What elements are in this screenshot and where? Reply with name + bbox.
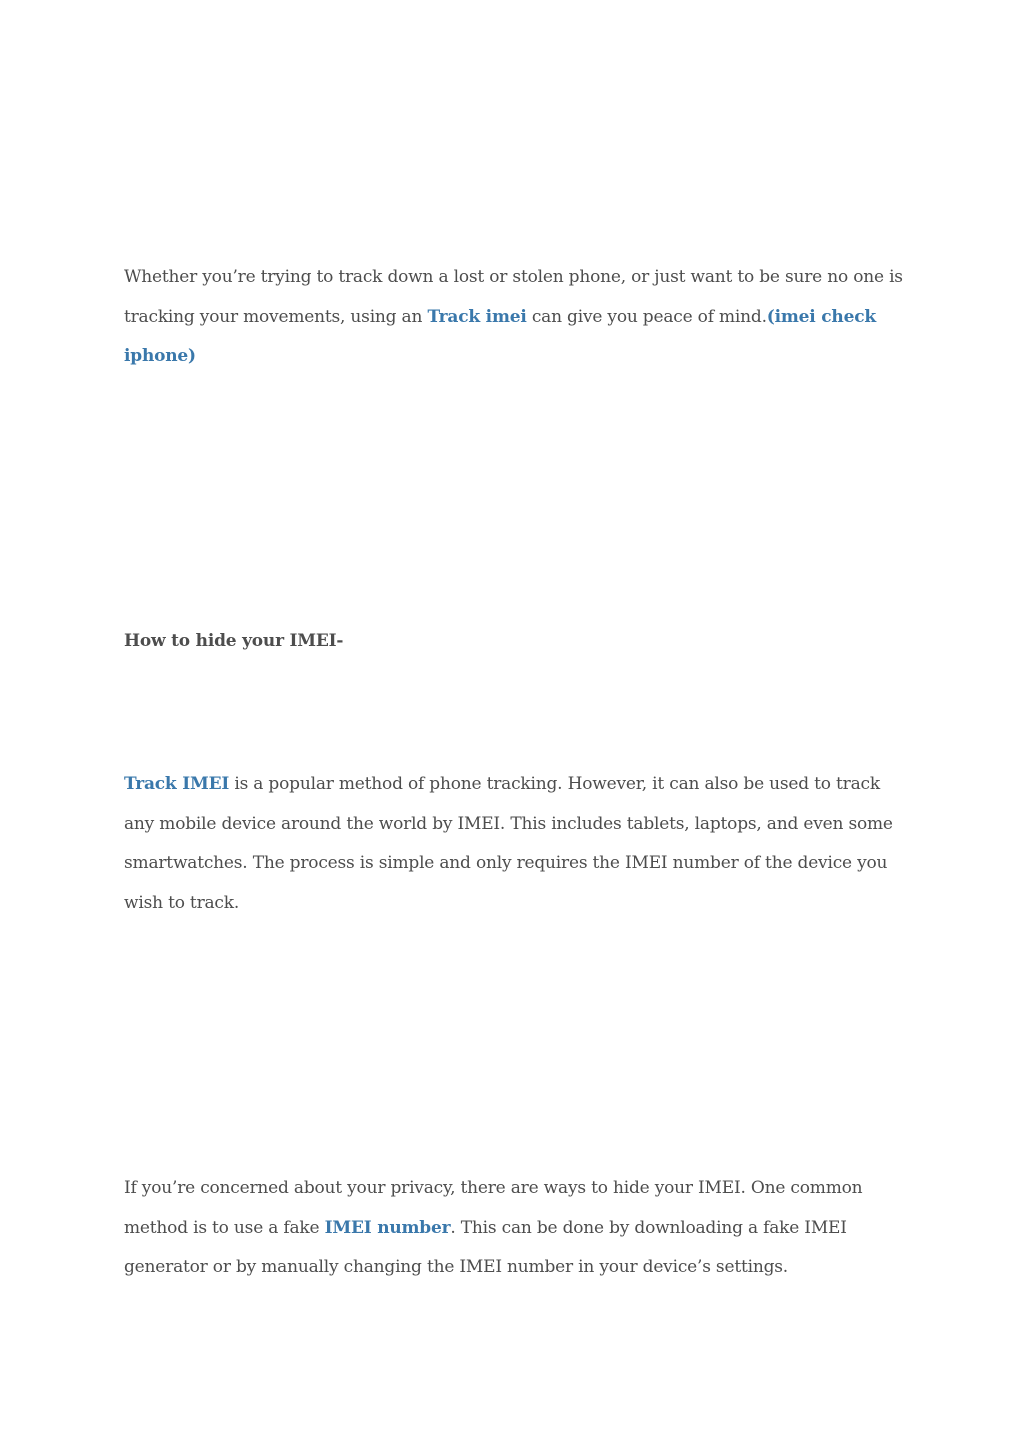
- track-imei-link[interactable]: Track imei: [427, 306, 527, 327]
- imei-number-link[interactable]: IMEI number: [324, 1217, 451, 1238]
- intro-text-start: Whether you’re trying to track down a lost or stolen phone, or just want to be sure no one is tracking your movements, using an: [124, 267, 903, 327]
- intro-paragraph: [124, 258, 914, 377]
- track-imei-link-2[interactable]: Track IMEI: [124, 774, 230, 794]
- privacy-paragraph: [124, 1169, 914, 1288]
- track-imei-paragraph: [124, 765, 914, 923]
- intro-text-middle: can give you peace of mind.: [526, 306, 767, 327]
- imei-check-iphone-link[interactable]: (imei check iphone): [124, 306, 876, 367]
- track-imei-text: is a popular method of phone tracking. However, it can also be used to track any mobile device around the world by IMEI. This includes tablets, laptops, and even some smartwatches. The process is simple and only requires the IMEI number of the device you wish to track.: [124, 774, 893, 913]
- privacy-text-start: If you’re concerned about your privacy, there are ways to hide your IMEI. One common method is to use a fake: [124, 1178, 863, 1238]
- privacy-text-end: . This can be done by downloading a fake IMEI generator or by manually changing the IMEI number in your device’s settings.: [124, 1217, 847, 1278]
- section-heading: How to hide your IMEI-: [124, 631, 344, 651]
